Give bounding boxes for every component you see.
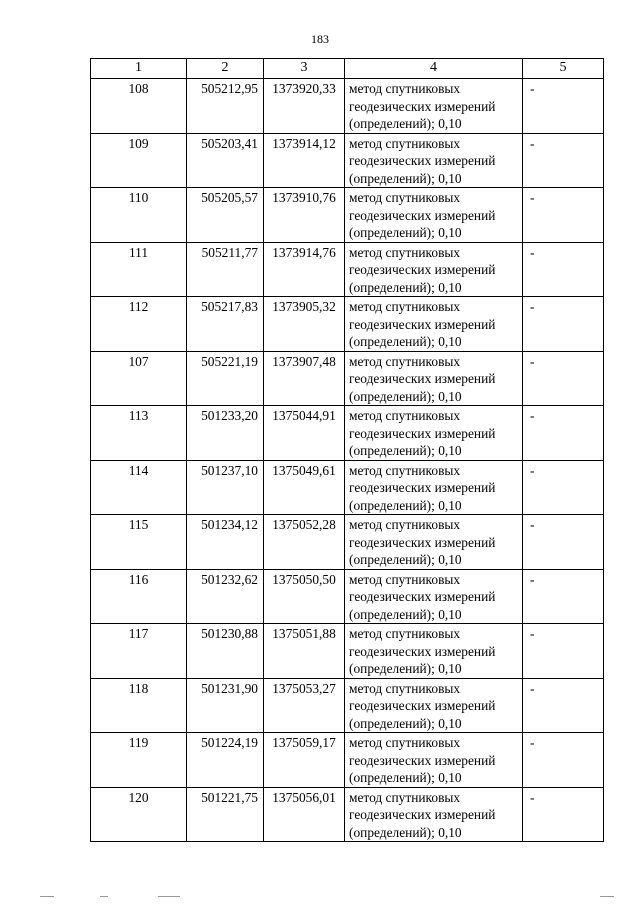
method-cell bbox=[345, 733, 523, 788]
method-line: (определений); 0,10 bbox=[349, 116, 462, 131]
note-cell-value: - bbox=[530, 244, 535, 260]
coordinates-table bbox=[90, 58, 604, 842]
table-row bbox=[91, 188, 604, 243]
coord-y-cell bbox=[264, 406, 345, 461]
point-number-cell bbox=[91, 188, 187, 243]
note-cell-value: - bbox=[530, 680, 535, 696]
method-line: геодезических измерений bbox=[349, 480, 496, 495]
note-cell bbox=[523, 188, 604, 243]
coord-y-cell bbox=[264, 242, 345, 297]
point-number-cell-value: 113 bbox=[128, 408, 149, 423]
scan-artifacts bbox=[40, 896, 620, 902]
coord-x-cell-value: 501224,19 bbox=[201, 735, 258, 750]
note-cell-value: - bbox=[530, 517, 535, 532]
table-row bbox=[91, 242, 604, 297]
method-cell bbox=[345, 515, 523, 570]
method-cell bbox=[345, 79, 523, 134]
note-cell bbox=[523, 624, 604, 679]
table-header bbox=[91, 59, 604, 79]
coord-y-cell bbox=[264, 351, 345, 406]
method-cell bbox=[345, 242, 523, 297]
method-line: (определений); 0,10 bbox=[349, 552, 462, 567]
coord-x-cell-value: 501232,62 bbox=[201, 571, 258, 587]
method-line: геодезических измерений bbox=[349, 207, 496, 223]
coord-x-cell-value: 505212,95 bbox=[201, 81, 258, 96]
method-line: (определений); 0,10 bbox=[349, 497, 462, 513]
coord-x-cell bbox=[187, 79, 264, 134]
coord-y-cell bbox=[264, 733, 345, 788]
header-col-5: 5 bbox=[523, 59, 604, 79]
point-number-cell bbox=[91, 79, 187, 134]
method-line: геодезических измерений bbox=[349, 698, 496, 713]
method-line: геодезических измерений bbox=[349, 534, 496, 550]
note-cell-value: - bbox=[530, 571, 535, 587]
method-line: метод спутниковых bbox=[349, 462, 461, 478]
method-line: метод спутниковых bbox=[349, 571, 461, 587]
note-cell-value: - bbox=[530, 190, 535, 205]
coord-y-cell-value: 1373920,33 bbox=[272, 81, 336, 96]
method-cell bbox=[345, 406, 523, 461]
point-number-cell-value: 112 bbox=[128, 299, 149, 314]
coord-y-cell-value: 1373905,32 bbox=[272, 299, 336, 314]
method-line: геодезических измерений bbox=[349, 98, 496, 114]
note-cell-value: - bbox=[530, 353, 535, 369]
page-number: 183 bbox=[311, 32, 329, 46]
table-row bbox=[91, 351, 604, 406]
point-number-cell-value: 117 bbox=[128, 626, 149, 641]
method-cell bbox=[345, 624, 523, 679]
method-line: геодезических измерений bbox=[349, 752, 496, 768]
point-number-cell bbox=[91, 515, 187, 570]
point-number-cell-value: 114 bbox=[128, 462, 149, 478]
coord-x-cell bbox=[187, 242, 264, 297]
point-number-cell bbox=[91, 787, 187, 842]
coord-y-cell-value: 1373914,76 bbox=[272, 244, 336, 260]
table-row bbox=[91, 79, 604, 134]
coord-x-cell-value: 501230,88 bbox=[201, 626, 258, 641]
coord-y-cell-value: 1375044,91 bbox=[272, 408, 336, 423]
method-line: геодезических измерений bbox=[349, 262, 496, 277]
method-line: метод спутниковых bbox=[349, 626, 461, 641]
table-row bbox=[91, 133, 604, 188]
point-number-cell bbox=[91, 624, 187, 679]
method-cell bbox=[345, 351, 523, 406]
note-cell-value: - bbox=[530, 299, 535, 314]
coord-x-cell bbox=[187, 787, 264, 842]
coord-y-cell-value: 1375050,50 bbox=[272, 571, 336, 587]
note-cell bbox=[523, 460, 604, 515]
coord-y-cell-value: 1375059,17 bbox=[272, 735, 336, 750]
table-row bbox=[91, 460, 604, 515]
method-line: (определений); 0,10 bbox=[349, 443, 462, 458]
point-number-cell bbox=[91, 242, 187, 297]
method-line: геодезических измерений bbox=[349, 316, 496, 332]
method-line: метод спутниковых bbox=[349, 299, 461, 314]
coord-x-cell bbox=[187, 133, 264, 188]
note-cell bbox=[523, 515, 604, 570]
table-row bbox=[91, 733, 604, 788]
method-line: (определений); 0,10 bbox=[349, 388, 462, 404]
point-number-cell bbox=[91, 297, 187, 352]
coord-y-cell-value: 1375052,28 bbox=[272, 517, 336, 532]
method-line: метод спутниковых bbox=[349, 680, 461, 696]
point-number-cell bbox=[91, 569, 187, 624]
note-cell-value: - bbox=[530, 626, 535, 641]
point-number-cell-value: 119 bbox=[128, 735, 149, 750]
point-number-cell bbox=[91, 351, 187, 406]
note-cell bbox=[523, 406, 604, 461]
coord-x-cell-value: 505205,57 bbox=[201, 190, 258, 205]
method-line: геодезических измерений bbox=[349, 371, 496, 386]
note-cell bbox=[523, 351, 604, 406]
method-cell bbox=[345, 787, 523, 842]
note-cell-value: - bbox=[530, 789, 535, 805]
note-cell-value: - bbox=[530, 735, 535, 750]
method-cell bbox=[345, 569, 523, 624]
coord-x-cell bbox=[187, 188, 264, 243]
method-cell bbox=[345, 133, 523, 188]
coord-x-cell-value: 505221,19 bbox=[201, 353, 258, 369]
note-cell bbox=[523, 733, 604, 788]
coord-x-cell bbox=[187, 460, 264, 515]
method-line: (определений); 0,10 bbox=[349, 606, 462, 622]
note-cell bbox=[523, 569, 604, 624]
point-number-cell-value: 109 bbox=[128, 135, 149, 151]
table-body bbox=[91, 79, 604, 842]
note-cell bbox=[523, 787, 604, 842]
coord-x-cell-value: 501234,12 bbox=[201, 517, 258, 532]
coord-x-cell bbox=[187, 678, 264, 733]
coord-y-cell bbox=[264, 624, 345, 679]
method-cell bbox=[345, 188, 523, 243]
header-col-3: 3 bbox=[264, 59, 345, 79]
coord-y-cell bbox=[264, 188, 345, 243]
coord-y-cell bbox=[264, 787, 345, 842]
method-line: (определений); 0,10 bbox=[349, 824, 462, 840]
point-number-cell-value: 108 bbox=[128, 81, 149, 96]
method-line: (определений); 0,10 bbox=[349, 661, 462, 676]
method-line: геодезических измерений bbox=[349, 153, 496, 168]
coord-y-cell bbox=[264, 133, 345, 188]
header-row bbox=[91, 59, 604, 79]
coord-y-cell bbox=[264, 79, 345, 134]
point-number-cell-value: 118 bbox=[128, 680, 149, 696]
coord-x-cell bbox=[187, 515, 264, 570]
point-number-cell-value: 115 bbox=[128, 517, 149, 532]
coord-y-cell bbox=[264, 569, 345, 624]
point-number-cell bbox=[91, 133, 187, 188]
coord-y-cell bbox=[264, 515, 345, 570]
method-line: метод спутниковых bbox=[349, 81, 461, 96]
table-row bbox=[91, 624, 604, 679]
point-number-cell bbox=[91, 733, 187, 788]
coord-x-cell-value: 505211,77 bbox=[201, 244, 258, 260]
note-cell-value: - bbox=[530, 81, 535, 96]
method-line: метод спутниковых bbox=[349, 190, 461, 205]
point-number-cell-value: 107 bbox=[128, 353, 149, 369]
method-cell bbox=[345, 297, 523, 352]
coord-x-cell-value: 505217,83 bbox=[201, 299, 258, 314]
method-line: метод спутниковых bbox=[349, 789, 461, 805]
method-line: метод спутниковых bbox=[349, 353, 461, 369]
table-row bbox=[91, 678, 604, 733]
header-col-1: 1 bbox=[91, 59, 187, 79]
method-cell bbox=[345, 678, 523, 733]
method-line: (определений); 0,10 bbox=[349, 715, 462, 731]
method-line: (определений); 0,10 bbox=[349, 170, 462, 186]
note-cell-value: - bbox=[530, 462, 535, 478]
coord-y-cell bbox=[264, 297, 345, 352]
method-cell bbox=[345, 460, 523, 515]
point-number-cell bbox=[91, 678, 187, 733]
coord-x-cell bbox=[187, 406, 264, 461]
method-line: (определений); 0,10 bbox=[349, 225, 462, 240]
method-line: (определений); 0,10 bbox=[349, 770, 462, 785]
coord-x-cell bbox=[187, 624, 264, 679]
coord-x-cell bbox=[187, 733, 264, 788]
table-row bbox=[91, 515, 604, 570]
coord-x-cell bbox=[187, 351, 264, 406]
coord-y-cell-value: 1375053,27 bbox=[272, 680, 336, 696]
point-number-cell bbox=[91, 406, 187, 461]
point-number-cell-value: 116 bbox=[128, 571, 149, 587]
point-number-cell bbox=[91, 460, 187, 515]
coord-x-cell-value: 501233,20 bbox=[201, 408, 258, 423]
coord-x-cell bbox=[187, 569, 264, 624]
coord-x-cell bbox=[187, 297, 264, 352]
coord-x-cell-value: 501237,10 bbox=[201, 462, 258, 478]
method-line: (определений); 0,10 bbox=[349, 334, 462, 349]
note-cell bbox=[523, 242, 604, 297]
method-line: геодезических измерений bbox=[349, 589, 496, 604]
method-line: геодезических измерений bbox=[349, 643, 496, 659]
point-number-cell-value: 111 bbox=[128, 244, 149, 260]
method-line: геодезических измерений bbox=[349, 425, 496, 441]
coord-y-cell bbox=[264, 460, 345, 515]
method-line: метод спутниковых bbox=[349, 735, 461, 750]
method-line: метод спутниковых bbox=[349, 244, 461, 260]
coord-y-cell-value: 1373907,48 bbox=[272, 353, 336, 369]
coord-y-cell-value: 1375051,88 bbox=[272, 626, 336, 641]
note-cell bbox=[523, 133, 604, 188]
method-line: метод спутниковых bbox=[349, 135, 461, 151]
header-col-2: 2 bbox=[187, 59, 264, 79]
note-cell bbox=[523, 678, 604, 733]
table-row bbox=[91, 569, 604, 624]
coord-x-cell-value: 501231,90 bbox=[201, 680, 258, 696]
method-line: метод спутниковых bbox=[349, 408, 461, 423]
coord-y-cell-value: 1373910,76 bbox=[272, 190, 336, 205]
coord-y-cell bbox=[264, 678, 345, 733]
coord-y-cell-value: 1375049,61 bbox=[272, 462, 336, 478]
note-cell-value: - bbox=[530, 135, 535, 151]
table-row bbox=[91, 787, 604, 842]
point-number-cell-value: 110 bbox=[128, 190, 149, 205]
table-row bbox=[91, 406, 604, 461]
note-cell bbox=[523, 79, 604, 134]
coord-x-cell-value: 505203,41 bbox=[201, 135, 258, 151]
header-col-4: 4 bbox=[345, 59, 523, 79]
note-cell-value: - bbox=[530, 408, 535, 423]
method-line: метод спутниковых bbox=[349, 517, 461, 532]
table-row bbox=[91, 297, 604, 352]
coord-y-cell-value: 1373914,12 bbox=[272, 135, 336, 151]
point-number-cell-value: 120 bbox=[128, 789, 149, 805]
method-line: (определений); 0,10 bbox=[349, 279, 462, 295]
method-line: геодезических измерений bbox=[349, 807, 496, 822]
note-cell bbox=[523, 297, 604, 352]
coord-y-cell-value: 1375056,01 bbox=[272, 789, 336, 805]
coord-x-cell-value: 501221,75 bbox=[201, 789, 258, 805]
